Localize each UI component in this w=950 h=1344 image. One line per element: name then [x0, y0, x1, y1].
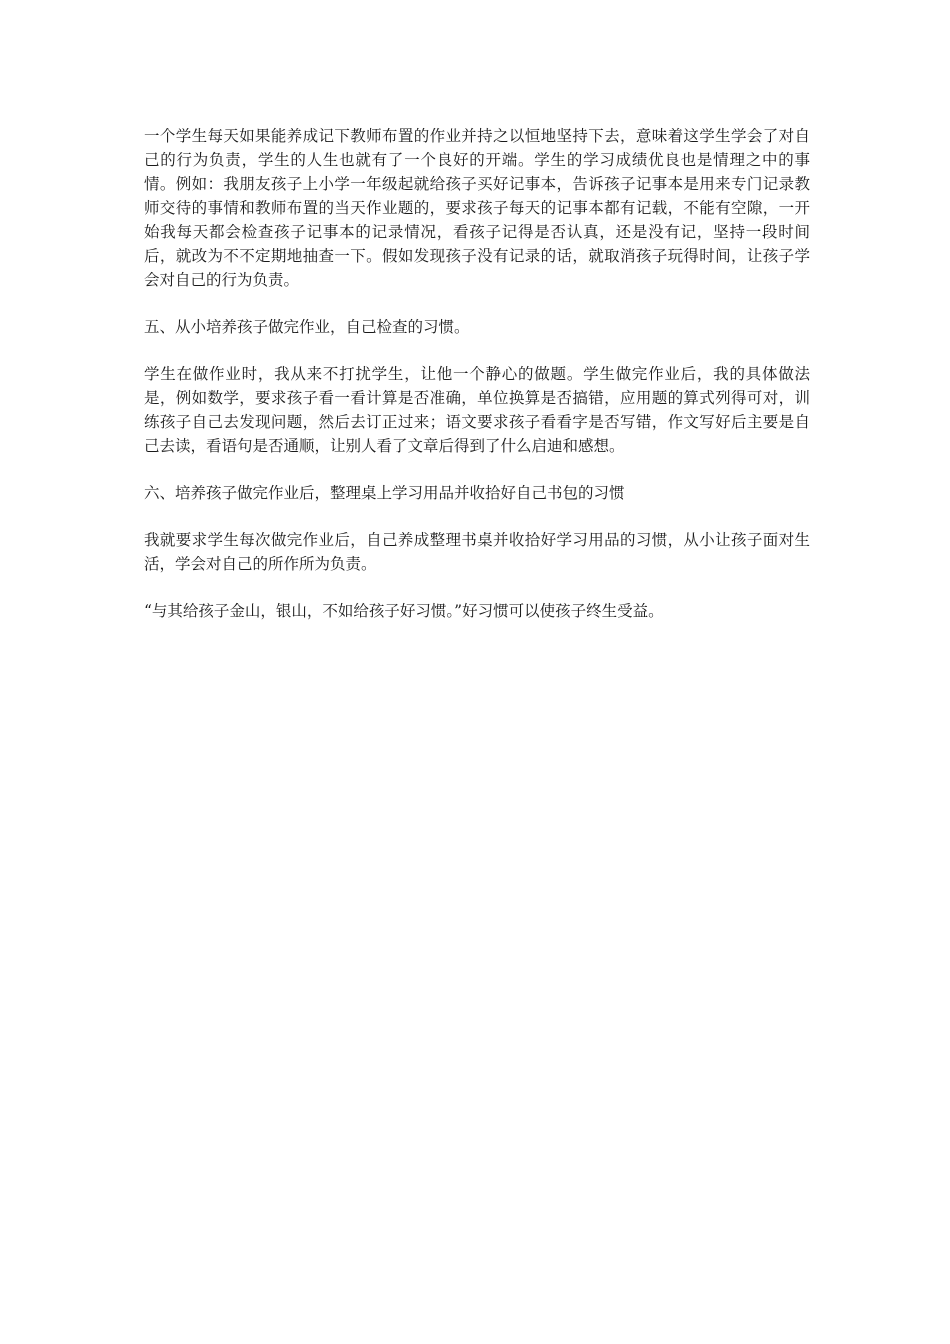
paragraph-self-check: 学生在做作业时，我从来不打扰学生，让他一个静心的做题。学生做完作业后，我的具体做法是，例如数学，要求孩子看一看计算是否准确，单位换算是否搞错，应用题的算式列得可对，训练孩子自己去发现问题，然后去订正过来；语文要求孩子看看字是否写错，作文写好后主要是自己去读，看语句是否通顺，让别人看了文章后得到了什么启迪和感想。 — [144, 365, 810, 455]
document-body — [144, 124, 810, 646]
paragraph-homework-record: 一个学生每天如果能养成记下教师布置的作业并持之以恒地坚持下去，意味着这学生学会了对自己的行为负责，学生的人生也就有了一个良好的开端。学生的学习成绩优良也是情理之中的事情。例如：我朋友孩子上小学一年级起就给孩子买好记事本，告诉孩子记事本是用来专门记录教师交待的事情和教师布置的当天作业题的，要求孩子每天的记事本都有记载，不能有空隙，一开始我每天都会检查孩子记事本的记录情况，看孩子记得是否认真，还是没有记，坚持一段时间后，就改为不不定期地抽查一下。假如发现孩子没有记录的话，就取消孩子玩得时间，让孩子学会对自己的行为负责。 — [144, 127, 810, 289]
section-heading-six: 六、培养孩子做完作业后，整理桌上学习用品并收拾好自己书包的习惯 — [144, 484, 625, 502]
section-heading-five: 五、从小培养孩子做完作业，自己检查的习惯。 — [144, 318, 470, 336]
paragraph-closing-quote: “与其给孩子金山，银山，不如给孩子好习惯。”好习惯可以使孩子终生受益。 — [144, 602, 664, 620]
paragraph-tidy-desk: 我就要求学生每次做完作业后，自己养成整理书桌并收拾好学习用品的习惯，从小让孩子面对生活，学会对自己的所作所为负责。 — [144, 531, 810, 573]
